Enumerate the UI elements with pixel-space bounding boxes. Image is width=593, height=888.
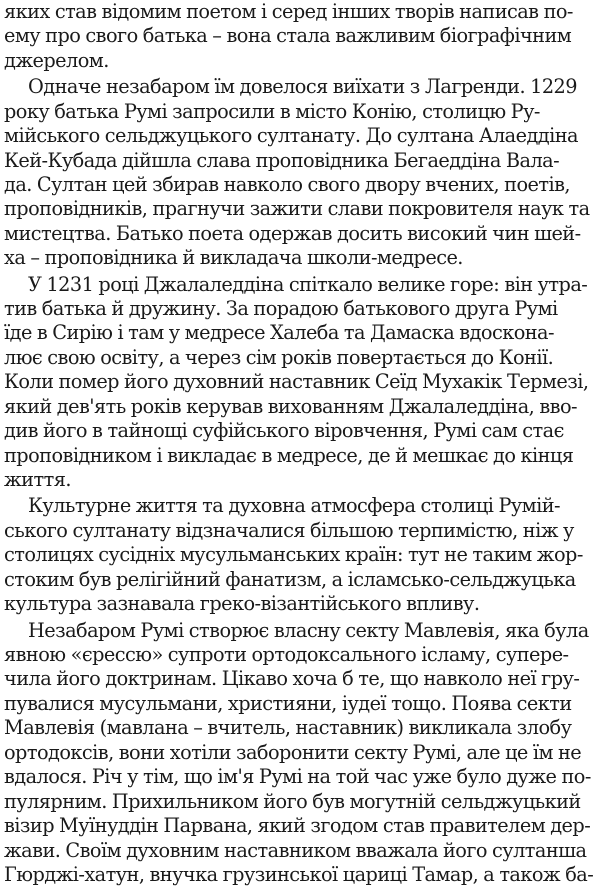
text-line: яких став відомим поетом і серед інших творів написав по-: [4, 0, 573, 23]
text-line: ему про свого батька – вона стала важливим біографічним: [4, 24, 572, 48]
text-line: року батька Румі запросили в місто Конію, столицю Ру-: [4, 99, 540, 123]
text-line: ха – проповідника й викладача школи-медресе.: [4, 246, 463, 270]
text-line: Мавлевія (мавлана – вчитель, наставник) викликала злобу: [4, 716, 572, 740]
paragraph-4: [4, 494, 583, 616]
text-line: проповідників, прагнучи зажити слави покровителя наук та: [4, 197, 590, 221]
text-line: див його в тайнощі суфійського віровчення, Румі сам стає: [4, 419, 564, 443]
text-line: да. Султан цей збирав навколо свого двору вчених, поетів,: [4, 172, 570, 196]
text-line: Незабаром Румі створює власну секту Мавлевія, яка була: [28, 618, 589, 642]
text-body: [4, 0, 593, 888]
text-line: Культурне життя та духовна атмосфера столиці Румій-: [28, 494, 560, 518]
text-line: мійського сельджуцького султанату. До султана Алаеддіна: [4, 124, 578, 148]
text-line: Кей-Кубада дійшла слава проповідника Бегаеддіна Вала-: [4, 148, 560, 172]
paragraph-2: [4, 75, 590, 271]
text-line: візир Муїнуддін Парвана, який згодом став правителем дер-: [4, 814, 591, 838]
text-line: вдалося. Річ у тім, що ім'я Румі на той час уже було дуже по-: [4, 765, 591, 789]
text-line: чила його доктринам. Цікаво хоча б те, що навколо неї гру-: [4, 667, 580, 691]
text-line: джерелом.: [4, 48, 109, 72]
text-line: жави. Своїм духовним наставником вважала його султанша: [4, 838, 587, 862]
text-line: У 1231 році Джалаледдіна спіткало велике горе: він утра-: [28, 272, 588, 296]
text-line: який дев'ять років керував вихованням Джалаледдіна, вво-: [4, 394, 577, 418]
text-line: Гюрджі-хатун, внучка грузинської цариці Тамар, а також ба-: [4, 863, 593, 887]
text-line: мистецтва. Батько поета одержав досить високий чин шей-: [4, 221, 581, 245]
text-line: Одначе незабаром їм довелося виїхати з Лагренди. 1229: [28, 75, 577, 99]
text-line: життя.: [4, 468, 71, 492]
text-line: проповідником і викладає в медресе, де й мешкає до кінця: [4, 443, 574, 467]
text-line: тив батька й дружину. За порадою батькового друга Румі: [4, 297, 558, 321]
text-line: лює свою освіту, а через сім років повертається до Конії.: [4, 345, 554, 369]
text-line: культура зазнавала греко-візантійського впливу.: [4, 592, 480, 616]
text-line: Коли помер його духовний наставник Сеїд Мухакік Термезі,: [4, 370, 589, 394]
paragraph-3: [4, 272, 589, 493]
text-line: пувалися мусульмани, християни, іудеї тощо. Поява секти: [4, 691, 572, 715]
paragraph-1: [4, 0, 573, 73]
text-line: столицях сусідніх мусульманських країн: тут не таким жор-: [4, 543, 583, 567]
text-line: ортодоксів, вони хотіли заборонити секту Румі, але це їм не: [4, 740, 582, 764]
text-line: пулярним. Прихильником його був могутній сельджуцький: [4, 789, 581, 813]
text-line: стоким був релігійний фанатизм, а ісламсько-сельджуцька: [4, 567, 576, 591]
text-line: ського султанату відзначалися більшою терпимістю, ніж у: [4, 518, 574, 542]
paragraph-5: [4, 618, 593, 888]
text-line: їде в Сирію і там у медресе Халеба та Дамаска вдоскона-: [4, 321, 554, 345]
text-line: явною «єрессю» супроти ортодоксального ісламу, супере-: [4, 642, 569, 666]
